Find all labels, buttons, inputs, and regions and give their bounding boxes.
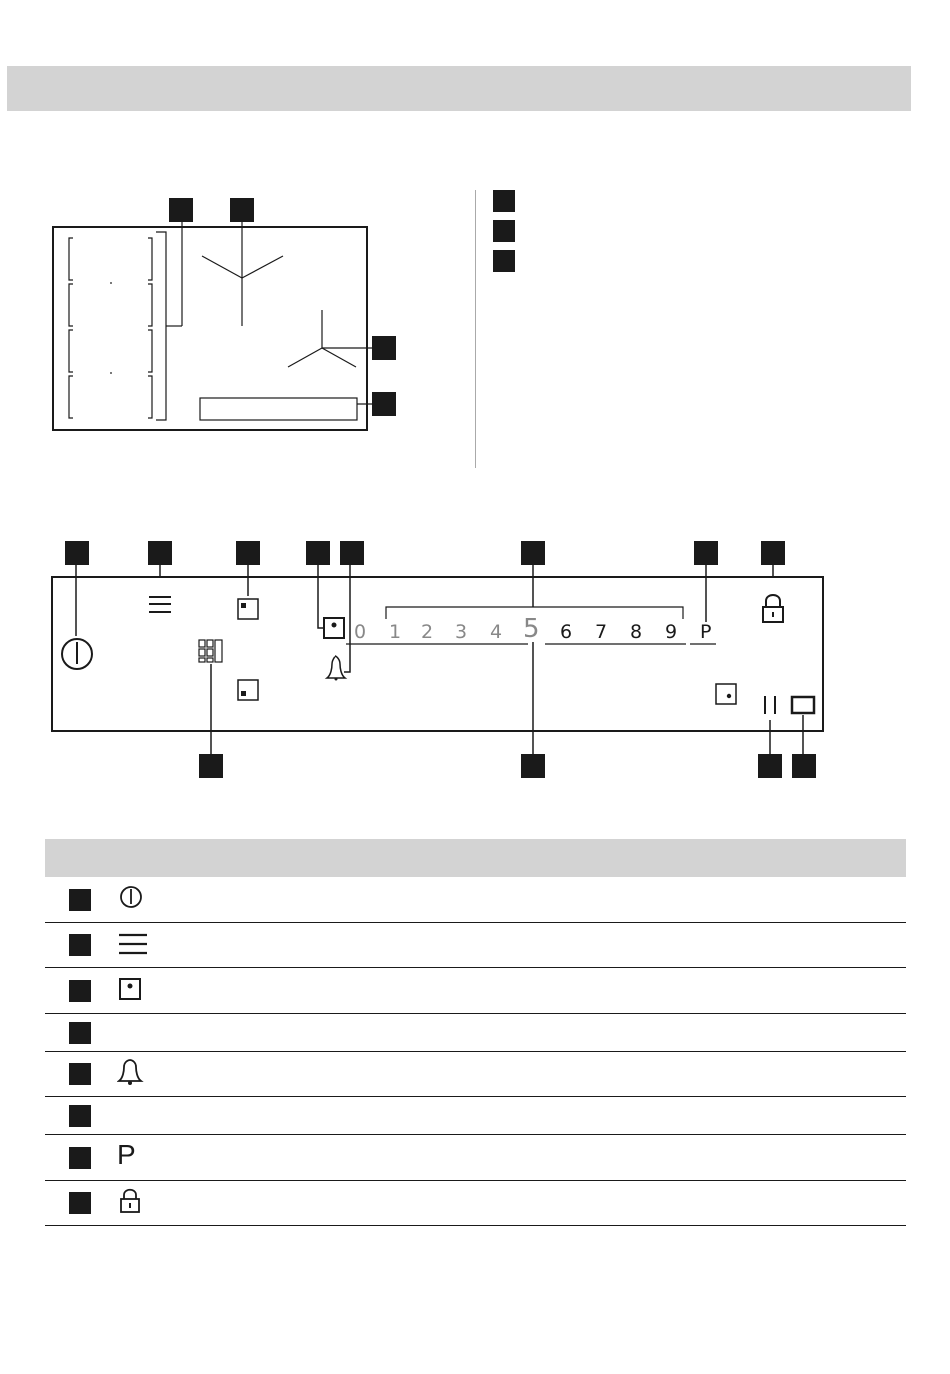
table-row [45,1181,906,1226]
legend-marker [493,190,515,212]
power-icon [117,884,147,914]
zone-select-front-left-icon [238,599,258,619]
row-number-marker [69,1063,91,1085]
menu-icon [117,932,151,958]
legend-marker [493,250,515,272]
panel-outline [52,577,823,731]
callout-marker [372,392,396,416]
bridge-icon [792,697,814,713]
callout-marker [521,754,545,778]
table-row [45,1097,906,1135]
row-number-marker [69,1147,91,1169]
scale-digit: 0 [354,621,367,643]
power-icon [62,639,92,669]
zone-display-icon [199,640,222,662]
callout-marker [372,336,396,360]
table-row [45,877,906,923]
scale-digit: 2 [421,621,434,643]
callout-marker [761,541,785,565]
scale-digit: 4 [490,621,503,643]
callout-marker [148,541,172,565]
pause-icon [765,696,775,714]
callout-marker [340,541,364,565]
p-letter-symbol: P [117,1139,136,1170]
timer-zone-icon [324,618,344,638]
row-number-marker [69,980,91,1002]
callout-marker [792,754,816,778]
callout-marker [694,541,718,565]
scale-digit: 9 [665,621,678,643]
callout-marker [230,198,254,222]
legend-marker [493,220,515,242]
callout-marker [758,754,782,778]
row-number-marker [69,1105,91,1127]
induction-zone-symbols [200,222,374,420]
bell-icon [117,1059,147,1091]
row-number-marker [69,1192,91,1214]
lock-icon [117,1188,147,1218]
callout-marker [199,754,223,778]
control-panel-diagram [0,530,950,790]
table-row [45,1052,906,1097]
bell-icon [327,656,345,678]
table-row [45,1014,906,1052]
row-number-marker [69,934,91,956]
table-row [45,968,906,1014]
zone-select-icon [117,976,147,1006]
callout-marker [236,541,260,565]
scale-digit: 7 [595,621,608,643]
callout-marker [169,198,193,222]
scale-digit: 3 [455,621,468,643]
zone-select-rear-left-icon [238,680,258,700]
callout-marker [65,541,89,565]
left-zone-brackets [69,222,182,420]
scale-digit: 6 [560,621,573,643]
table-row [45,923,906,968]
callout-marker [521,541,545,565]
scale-digit: 8 [630,621,643,643]
scale-digit: 1 [389,621,402,643]
lock-icon [763,595,783,622]
table-header [45,839,906,877]
row-number-marker [69,889,91,911]
zone-select-right-icon [716,684,736,704]
hob-outline [53,227,367,430]
power-level-scale [354,614,711,644]
callout-marker [306,541,330,565]
menu-icon [149,597,171,612]
column-divider [475,190,476,468]
table-row [45,1135,906,1181]
power-boost-label: P [700,621,712,643]
row-number-marker [69,1022,91,1044]
scale-digit: 5 [523,614,540,644]
